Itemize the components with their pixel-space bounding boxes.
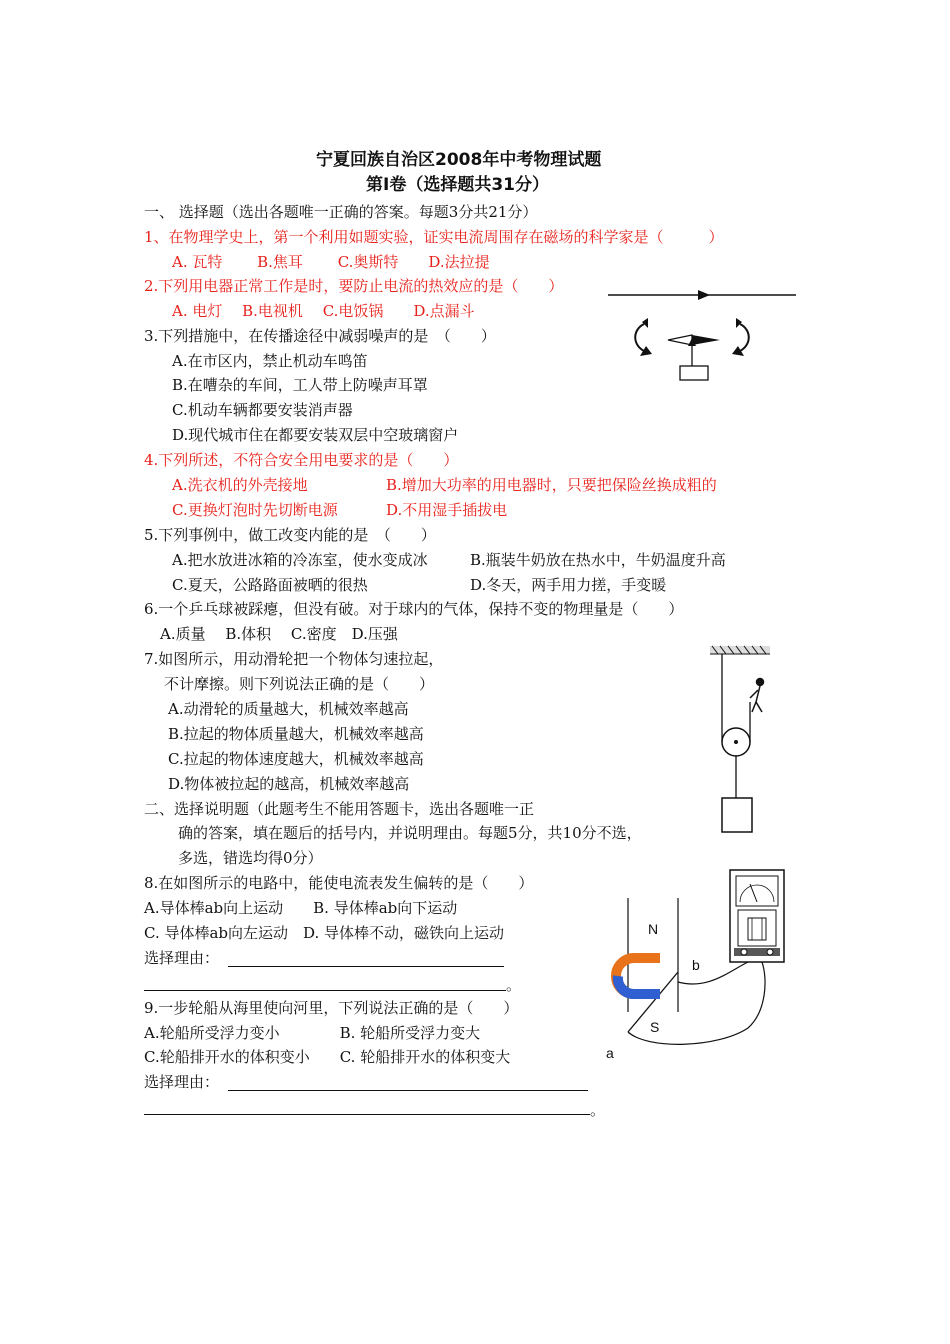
q9-options-cd: C.轮船排开水的体积变小 C. 轮船排开水的体积变大 — [144, 1048, 511, 1066]
q7-stem-line2: 不计摩擦。则下列说法正确的是（ ） — [164, 675, 435, 693]
induction-circuit-figure — [598, 862, 794, 1062]
wire-bottom — [628, 962, 765, 1044]
q9-reason-line-1[interactable] — [228, 1090, 588, 1091]
person-icon — [750, 679, 764, 713]
q4-option-d: D.不用湿手插拔电 — [386, 501, 508, 519]
q5-option-d: D.冬天，两手用力搓，手变暖 — [470, 576, 667, 594]
q8-reason-label: 选择理由： — [144, 949, 220, 967]
q3-option-a: A.在市区内，禁止机动车鸣笛 — [172, 352, 368, 370]
compass-base — [680, 366, 708, 380]
q2-options: A. 电灯 B.电视机 C.电饭锅 D.点漏斗 — [172, 302, 475, 320]
galvanometer-icon — [730, 870, 784, 962]
magnet-n-label: N — [648, 921, 659, 937]
q4-option-c: C.更换灯泡时先切断电源 — [172, 501, 338, 519]
page-title: 宁夏回族自治区2008年中考物理试题 — [316, 150, 602, 170]
magnet-s-label: S — [650, 1019, 660, 1035]
q4-stem: 4.下列所述，不符合安全用电要求的是（ ） — [144, 451, 459, 469]
q8-reason-line-2[interactable] — [144, 990, 506, 991]
label-b: b — [692, 957, 700, 973]
q7-option-d: D.物体被拉起的越高，机械效率越高 — [168, 775, 410, 793]
rotate-left-icon — [635, 318, 652, 356]
q4-option-a: A.洗衣机的外壳接地 — [172, 476, 308, 494]
pulley-figure — [708, 642, 774, 838]
q6-stem: 6.一个乒乓球被踩瘪，但没有破。对于球内的气体，保持不变的物理量是（ ） — [144, 600, 684, 618]
compass-figure — [628, 316, 758, 386]
q7-stem-line1: 7.如图所示，用动滑轮把一个物体匀速拉起， — [144, 650, 444, 668]
load-box — [722, 798, 752, 832]
q5-option-a: A.把水放进冰箱的冷冻室，使水变成冰 — [172, 551, 428, 569]
q4-option-b: B.增加大功率的用电器时，只要把保险丝换成粗的 — [386, 476, 717, 494]
q7-option-a: A.动滑轮的质量越大，机械效率越高 — [168, 700, 409, 718]
compass-needle-black — [692, 335, 720, 345]
q8-options-cd: C. 导体棒ab向左运动 D. 导体棒不动，磁铁向上运动 — [144, 924, 505, 942]
section2-line2: 确的答案，填在题后的括号内，并说明理由。每题5分，共10分不选， — [178, 824, 642, 842]
q7-option-c: C.拉起的物体速度越大，机械效率越高 — [168, 750, 424, 768]
q9-reason-label: 选择理由： — [144, 1073, 220, 1091]
wire-top — [678, 962, 748, 984]
q9-stem: 9.一步轮船从海里使向河里，下列说法正确的是（ ） — [144, 999, 519, 1017]
q6-options: A.质量 B.体积 C.密度 D.压强 — [160, 625, 398, 643]
q3-stem: 3.下列措施中，在传播途径中减弱噪声的是 （ ） — [144, 327, 496, 345]
section2-line1: 二、选择说明题（此题考生不能用答题卡，选出各题唯一正 — [144, 800, 535, 818]
page-subtitle: 第Ⅰ卷（选择题共31分） — [366, 175, 549, 195]
q1-stem: 1、在物理学史上，第一个利用如题实验，证实电流周围存在磁场的科学家是（ ） — [144, 228, 724, 246]
q8-stem: 8.在如图所示的电路中，能使电流表发生偏转的是（ ） — [144, 874, 534, 892]
q9-options-ab: A.轮船所受浮力变小 B. 轮船所受浮力变大 — [144, 1024, 481, 1042]
q5-option-b: B.瓶装牛奶放在热水中，牛奶温度升高 — [470, 551, 726, 569]
q3-option-d: D.现代城市住在都要安装双层中空玻璃窗户 — [172, 426, 459, 444]
label-a: a — [606, 1045, 614, 1061]
section2-line3: 多选，错选均得0分） — [178, 849, 323, 867]
q8-reason-end: 。 — [506, 976, 522, 994]
q5-option-c: C.夏天，公路路面被晒的很热 — [172, 576, 368, 594]
compass-needle-white — [668, 335, 692, 345]
q1-options: A. 瓦特 B.焦耳 C.奥斯特 D.法拉提 — [172, 253, 490, 271]
q5-stem: 5.下列事例中，做工改变内能的是 （ ） — [144, 526, 436, 544]
q9-reason-line-2[interactable] — [144, 1114, 590, 1115]
q2-stem: 2.下列用电器正常工作是时，要防止电流的热效应的是（ ） — [144, 277, 564, 295]
section1-heading: 一、 选择题（选出各题唯一正确的答案。每题3分共21分） — [144, 203, 538, 221]
q3-option-c: C.机动车辆都要安装消声器 — [172, 401, 353, 419]
q9-reason-end: 。 — [590, 1101, 606, 1119]
q8-reason-line-1[interactable] — [228, 966, 504, 967]
q3-option-b: B.在嘈杂的车间，工人带上防噪声耳罩 — [172, 376, 428, 394]
q7-option-b: B.拉起的物体质量越大，机械效率越高 — [168, 725, 424, 743]
wire-arrow-figure — [606, 285, 798, 305]
rotate-right-icon — [732, 318, 749, 356]
q8-options-ab: A.导体棒ab向上运动 B. 导体棒ab向下运动 — [144, 899, 458, 917]
